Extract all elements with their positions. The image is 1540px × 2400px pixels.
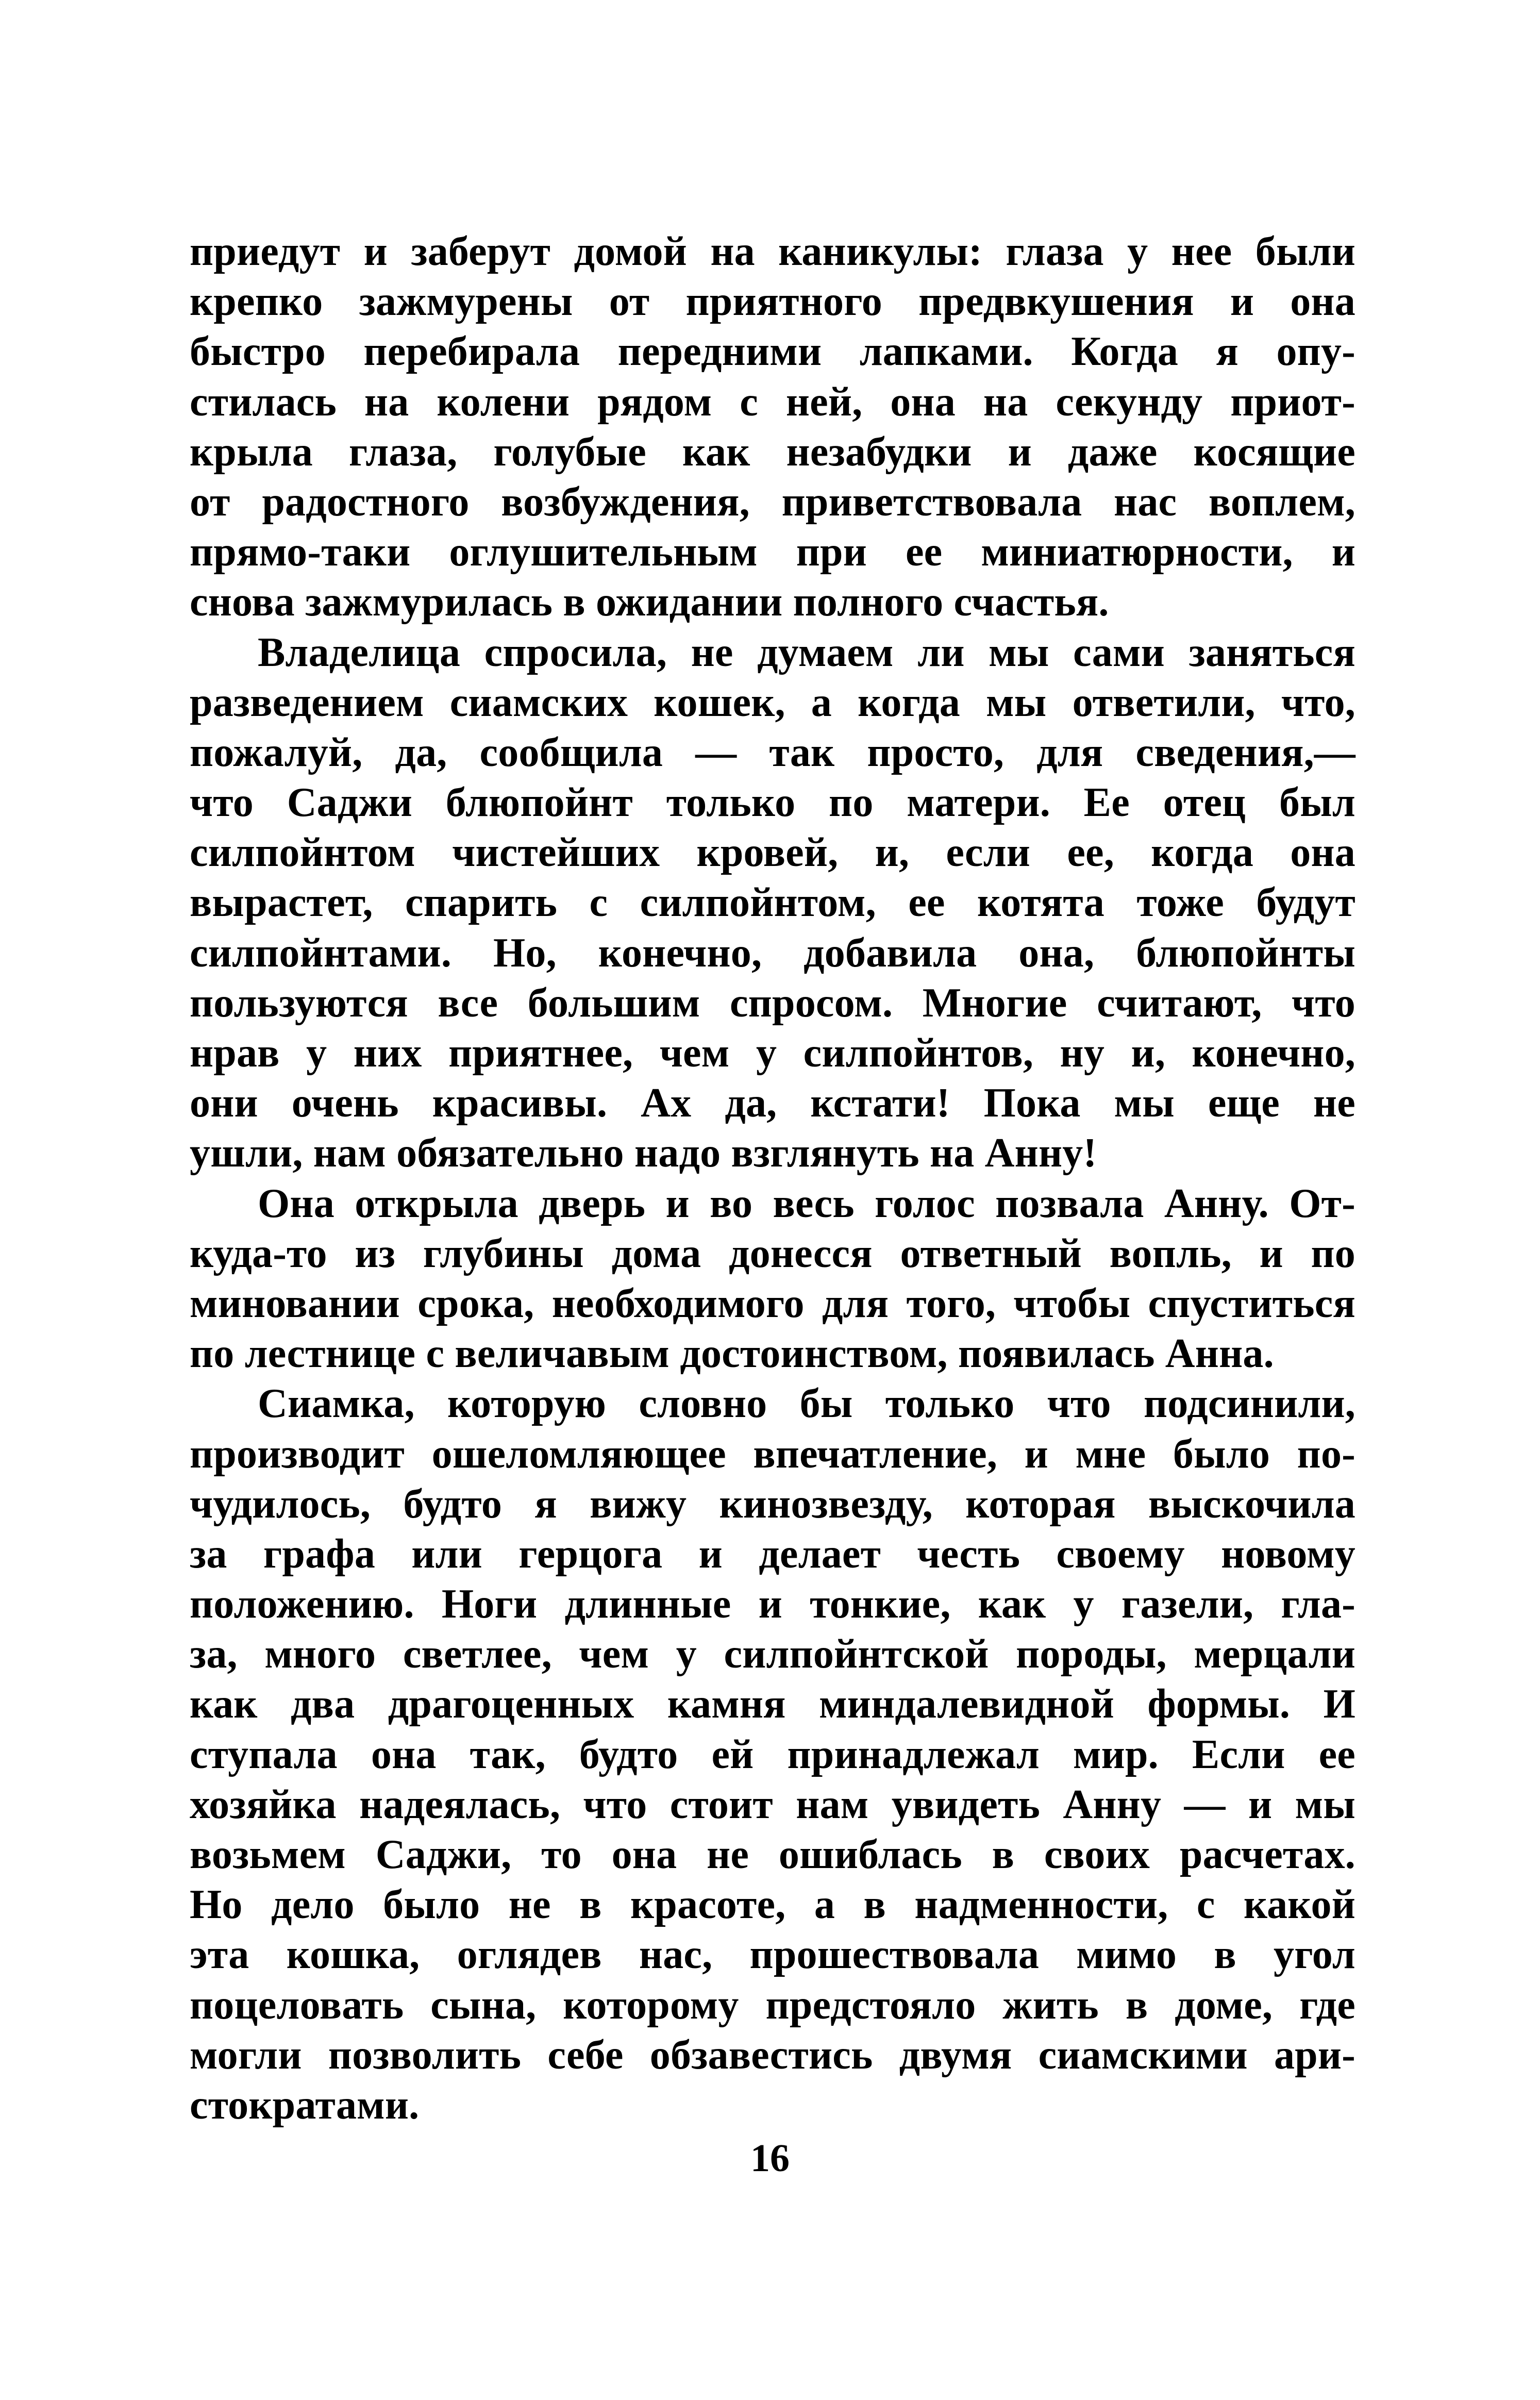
text-line: пользуются все большим спросом. Многие считают, что	[190, 980, 1355, 1026]
text-line: быстро перебирала передними лапками. Когда я опу-	[190, 329, 1355, 375]
text-line: хозяйка надеялась, что стоит нам увидеть Анну — и мы	[190, 1781, 1355, 1827]
text-line: куда-то из глубины дома донесся ответный вопль, и по	[190, 1230, 1355, 1276]
text-line: стократами.	[190, 2082, 420, 2128]
paragraph	[190, 628, 1355, 1179]
text-line: Она открыла дверь и во весь голос позвала Анну. От-	[258, 1180, 1355, 1226]
page-number: 16	[750, 2137, 790, 2180]
text-line: они очень красивы. Ах да, кстати! Пока мы еще не	[190, 1080, 1355, 1126]
text-line: силпойнтом чистейших кровей, и, если ее, когда она	[190, 830, 1355, 876]
text-line: крепко зажмурены от приятного предвкушения и она	[190, 279, 1355, 325]
text-line: как два драгоценных камня миндалевидной формы. И	[190, 1681, 1355, 1727]
text-line: силпойнтами. Но, конечно, добавила она, блюпойнты	[190, 930, 1355, 976]
text-line: пожалуй, да, сообщила — так просто, для сведения,—	[190, 729, 1355, 775]
paragraph	[190, 1179, 1355, 1379]
text-line: возьмем Саджи, то она не ошиблась в своих расчетах.	[190, 1832, 1355, 1877]
text-line: снова зажмурилась в ожидании полного счастья.	[190, 579, 1109, 625]
text-line: эта кошка, оглядев нас, прошествовала мимо в угол	[190, 1932, 1355, 1978]
text-line: Сиамка, которую словно бы только что подсинили,	[258, 1381, 1355, 1427]
text-line: прямо-таки оглушительным при ее миниатюрности, и	[190, 529, 1355, 575]
text-line: производит ошеломляющее впечатление, и мне было по-	[190, 1431, 1355, 1477]
text-line: вырастет, спарить с силпойнтом, ее котята тоже будут	[190, 880, 1355, 926]
text-line: могли позволить себе обзавестись двумя сиамскими ари-	[190, 2032, 1355, 2078]
text-line: разведением сиамских кошек, а когда мы ответили, что,	[190, 679, 1355, 725]
text-line: по лестнице с величавым достоинством, появилась Анна.	[190, 1331, 1274, 1377]
text-line: от радостного возбуждения, приветствовала нас воплем,	[190, 479, 1355, 525]
text-line: чудилось, будто я вижу кинозвезду, которая выскочила	[190, 1481, 1355, 1527]
text-line: Владелица спросила, не думаем ли мы сами заняться	[258, 629, 1355, 675]
text-line: за, много светлее, чем у силпойнтской породы, мерцали	[190, 1631, 1355, 1677]
body-text	[190, 227, 1355, 2130]
text-line: приедут и заберут домой на каникулы: глаза у нее были	[190, 229, 1355, 274]
text-line: ступала она так, будто ей принадлежал мир. Если ее	[190, 1731, 1355, 1777]
paragraph	[190, 1379, 1355, 2130]
paragraph	[190, 227, 1355, 628]
text-line: нрав у них приятнее, чем у силпойнтов, ну и, конечно,	[190, 1030, 1355, 1076]
text-line: ушли, нам обязательно надо взглянуть на Анну!	[190, 1130, 1097, 1176]
text-line: за графа или герцога и делает честь своему новому	[190, 1531, 1355, 1577]
text-line: Но дело было не в красоте, а в надменности, с какой	[190, 1882, 1355, 1928]
text-line: миновании срока, необходимого для того, чтобы спуститься	[190, 1280, 1355, 1326]
text-line: что Саджи блюпойнт только по матери. Ее отец был	[190, 780, 1355, 826]
text-line: крыла глаза, голубые как незабудки и даже косящие	[190, 429, 1355, 475]
text-line: положению. Ноги длинные и тонкие, как у газели, гла-	[190, 1581, 1355, 1627]
text-line: стилась на колени рядом с ней, она на секунду приот-	[190, 379, 1355, 425]
text-line: поцеловать сына, которому предстояло жить в доме, где	[190, 1982, 1355, 2028]
